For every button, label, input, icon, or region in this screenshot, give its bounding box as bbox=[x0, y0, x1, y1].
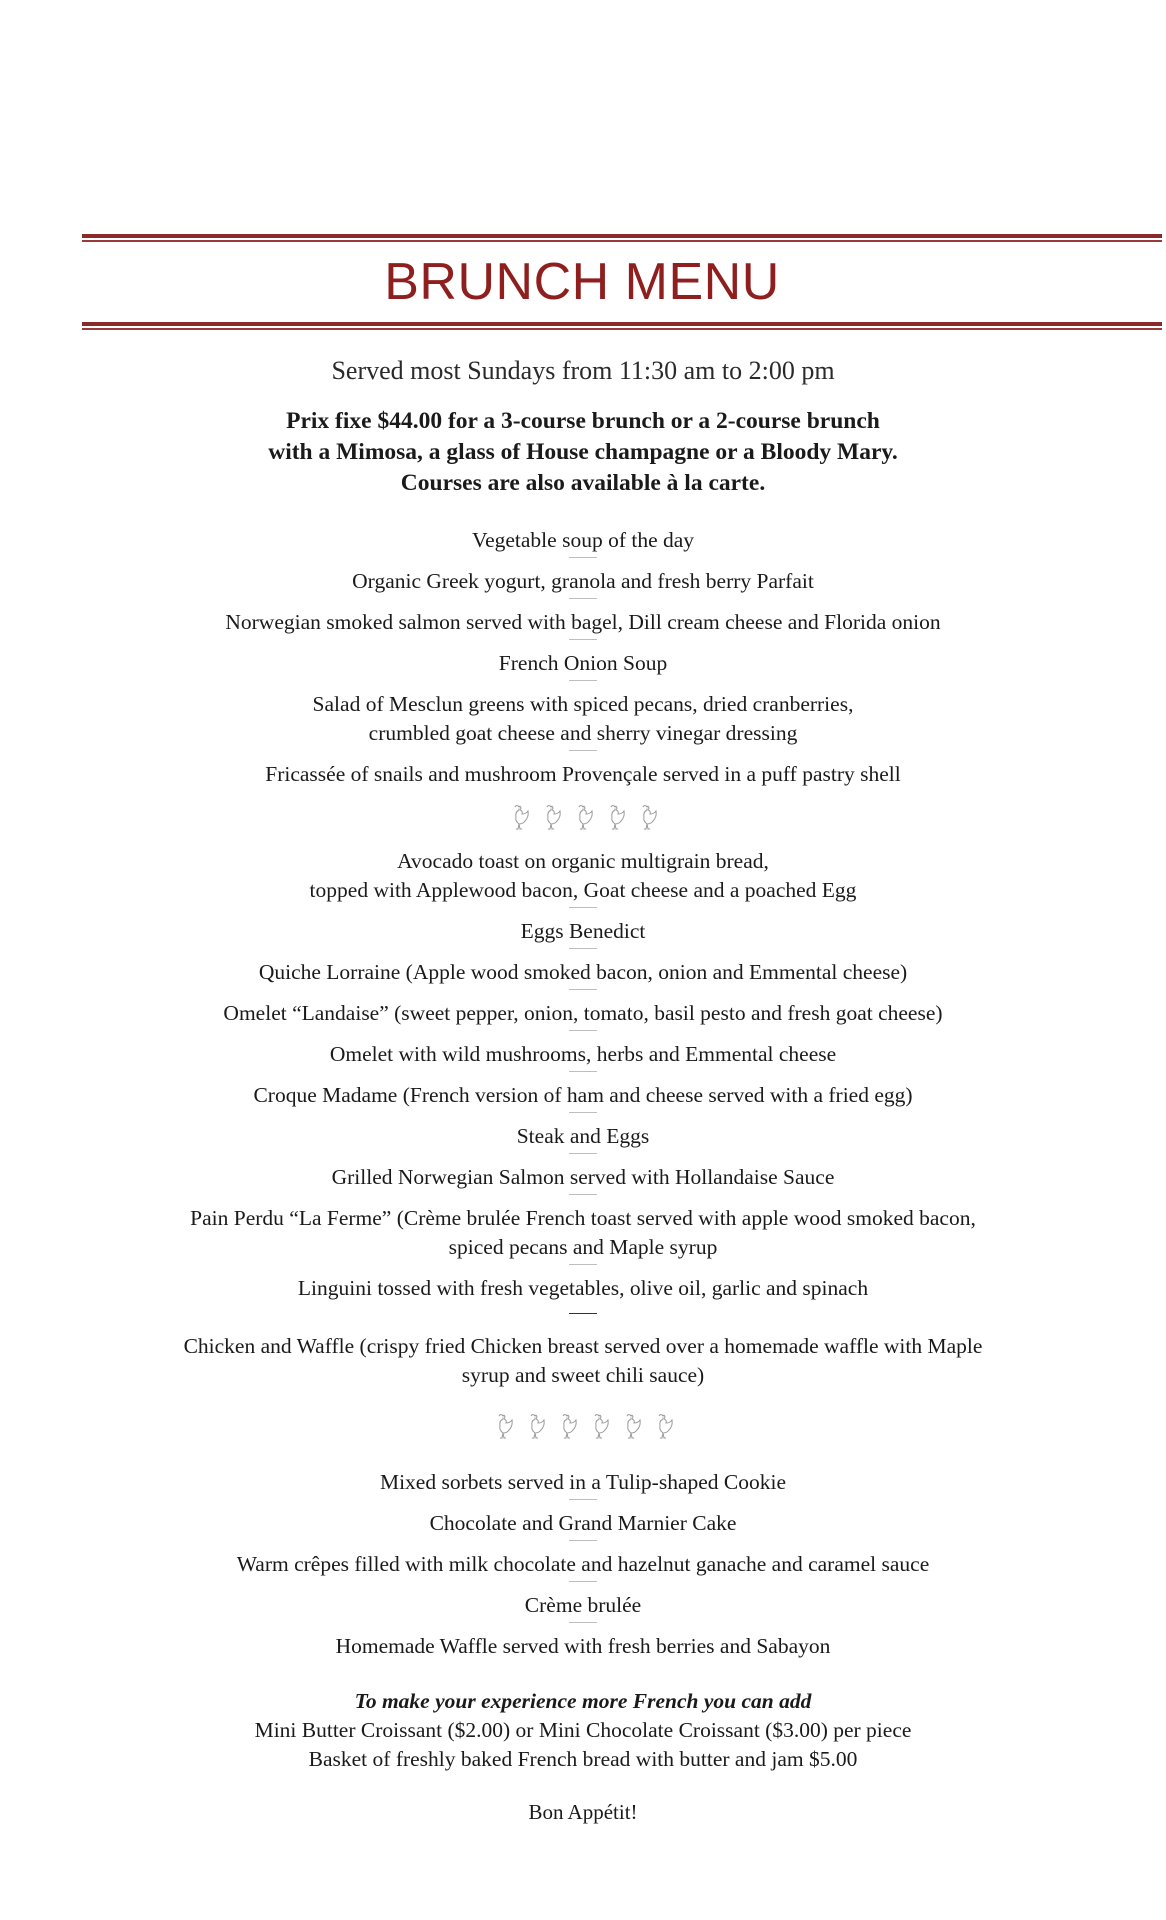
menu-item: Norwegian smoked salmon served with bagel, Dill cream cheese and Florida onion bbox=[225, 610, 941, 634]
rooster-icon bbox=[619, 1412, 643, 1442]
menu-content bbox=[0, 356, 1166, 1825]
menu-item: Warm crêpes filled with milk chocolate and hazelnut ganache and caramel sauce bbox=[236, 1552, 930, 1576]
item-separator bbox=[569, 1194, 597, 1195]
item-separator bbox=[569, 680, 597, 681]
menu-item: Mixed sorbets served in a Tulip-shaped Cookie bbox=[379, 1470, 787, 1494]
prix-fixe-note bbox=[0, 406, 1166, 499]
rooster-icon bbox=[491, 1412, 515, 1442]
menu-item: Homemade Waffle served with fresh berries and Sabayon bbox=[335, 1634, 831, 1658]
item-separator bbox=[569, 1622, 597, 1623]
rooster-icon bbox=[539, 803, 563, 833]
menu-item: Grilled Norwegian Salmon served with Hollandaise Sauce bbox=[331, 1165, 835, 1189]
item-separator bbox=[569, 948, 597, 949]
item-separator bbox=[569, 598, 597, 599]
item-separator bbox=[569, 750, 597, 751]
starters-section bbox=[0, 526, 1166, 789]
rooster-icon bbox=[555, 1412, 579, 1442]
menu-item-continued: crumbled goat cheese and sherry vinegar dressing bbox=[368, 721, 798, 745]
item-separator bbox=[569, 907, 597, 908]
item-separator bbox=[569, 557, 597, 558]
rooster-divider bbox=[0, 803, 1166, 837]
closing-text: Bon Appétit! bbox=[528, 1800, 638, 1824]
rooster-icon bbox=[523, 1412, 547, 1442]
item-separator bbox=[569, 639, 597, 640]
top-rule bbox=[82, 234, 1162, 242]
item-separator bbox=[569, 1153, 597, 1154]
menu-item: Fricassée of snails and mushroom Provençale served in a puff pastry shell bbox=[265, 762, 901, 786]
item-separator bbox=[569, 1264, 597, 1265]
menu-header bbox=[82, 234, 1162, 330]
mains-section bbox=[0, 847, 1166, 1390]
item-separator bbox=[569, 1112, 597, 1113]
menu-item: Linguini tossed with fresh vegetables, olive oil, garlic and spinach bbox=[297, 1276, 869, 1300]
menu-item: Eggs Benedict bbox=[520, 919, 646, 943]
prix-line: Courses are also available à la carte. bbox=[400, 470, 766, 496]
item-separator bbox=[569, 1030, 597, 1031]
extras-heading: To make your experience more French you can add bbox=[354, 1689, 812, 1713]
menu-item: Omelet “Landaise” (sweet pepper, onion, tomato, basil pesto and fresh goat cheese) bbox=[223, 1001, 943, 1025]
rooster-icon bbox=[507, 803, 531, 833]
menu-item: Omelet with wild mushrooms, herbs and Emmental cheese bbox=[329, 1042, 837, 1066]
menu-item: Salad of Mesclun greens with spiced pecans, dried cranberries, bbox=[312, 692, 854, 716]
desserts-section bbox=[0, 1468, 1166, 1661]
menu-item: Organic Greek yogurt, granola and fresh berry Parfait bbox=[352, 569, 814, 593]
item-separator bbox=[569, 989, 597, 990]
extras-item: Basket of freshly baked French bread with butter and jam $5.00 bbox=[308, 1747, 858, 1771]
menu-item: Vegetable soup of the day bbox=[471, 528, 695, 552]
menu-item: Crème brulée bbox=[524, 1593, 642, 1617]
rooster-icon bbox=[651, 1412, 675, 1442]
rooster-icon bbox=[635, 803, 659, 833]
rooster-icon bbox=[587, 1412, 611, 1442]
menu-item-continued: syrup and sweet chili sauce) bbox=[461, 1363, 705, 1387]
menu-item: Steak and Eggs bbox=[516, 1124, 650, 1148]
menu-item: Croque Madame (French version of ham and cheese served with a fried egg) bbox=[253, 1083, 913, 1107]
menu-title: BRUNCH MENU bbox=[384, 253, 780, 311]
extras-item: Mini Butter Croissant ($2.00) or Mini Chocolate Croissant ($3.00) per piece bbox=[254, 1718, 912, 1742]
item-separator bbox=[569, 1581, 597, 1582]
rooster-divider bbox=[0, 1412, 1166, 1446]
menu-item: Avocado toast on organic multigrain bread, bbox=[397, 849, 769, 873]
menu-item: French Onion Soup bbox=[498, 651, 668, 675]
served-times: Served most Sundays from 11:30 am to 2:00 pm bbox=[331, 356, 835, 385]
prix-line: Prix fixe $44.00 for a 3-course brunch or a 2-course brunch bbox=[286, 408, 880, 434]
rooster-icon bbox=[603, 803, 627, 833]
menu-item: Quiche Lorraine (Apple wood smoked bacon, onion and Emmental cheese) bbox=[258, 960, 908, 984]
menu-item: Chicken and Waffle (crispy fried Chicken breast served over a homemade waffle with Maple bbox=[183, 1334, 983, 1358]
item-separator bbox=[569, 1313, 597, 1314]
bottom-rule bbox=[82, 322, 1162, 330]
prix-line: with a Mimosa, a glass of House champagne or a Bloody Mary. bbox=[268, 439, 898, 465]
menu-item-continued: topped with Applewood bacon, Goat cheese and a poached Egg bbox=[309, 878, 857, 902]
menu-item-continued: spiced pecans and Maple syrup bbox=[448, 1235, 718, 1259]
item-separator bbox=[569, 1499, 597, 1500]
menu-item: Chocolate and Grand Marnier Cake bbox=[429, 1511, 737, 1535]
item-separator bbox=[569, 1540, 597, 1541]
extras-section bbox=[0, 1687, 1166, 1774]
menu-item: Pain Perdu “La Ferme” (Crème brulée French toast served with apple wood smoked bacon, bbox=[190, 1206, 976, 1230]
rooster-icon bbox=[571, 803, 595, 833]
item-separator bbox=[569, 1071, 597, 1072]
